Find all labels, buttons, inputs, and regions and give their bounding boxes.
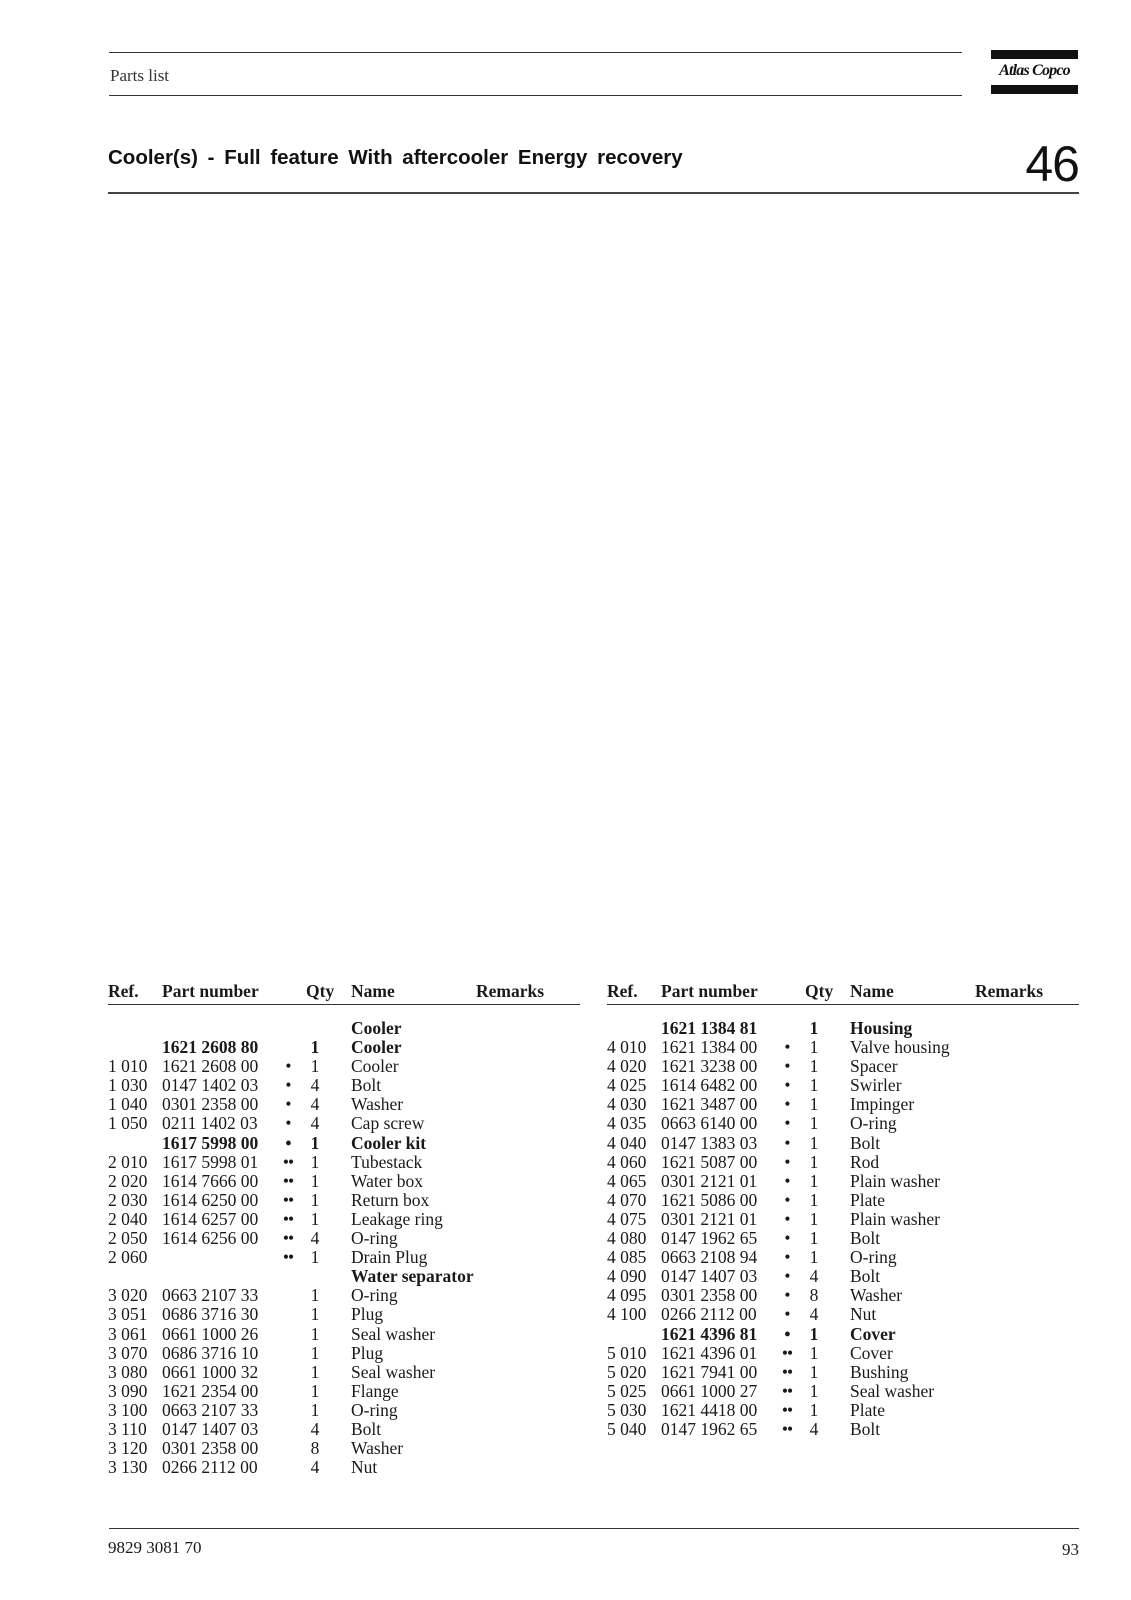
- row-part-number: 1621 3238 00: [661, 1056, 758, 1077]
- row-name: Bolt: [850, 1266, 881, 1287]
- table-row: [607, 1114, 1079, 1133]
- row-part-number: 1621 1384 81: [661, 1018, 758, 1038]
- row-ref: 4 100: [607, 1304, 647, 1325]
- row-qty: 1: [310, 1132, 320, 1153]
- row-qty: 1: [809, 1056, 819, 1077]
- row-name: Plate: [850, 1399, 885, 1420]
- row-ref: 3 051: [108, 1304, 148, 1325]
- row-name: Rod: [850, 1151, 880, 1172]
- table-row: [607, 1038, 1079, 1057]
- row-qty: 4: [809, 1418, 819, 1439]
- table-row: [108, 1267, 580, 1286]
- col-remarks-header: Remarks: [975, 981, 1044, 1001]
- row-ref: 4 040: [607, 1132, 647, 1153]
- table-row: [108, 1420, 580, 1439]
- row-name: Plain washer: [850, 1208, 940, 1229]
- row-part-number: 0266 2112 00: [162, 1457, 258, 1478]
- table-row: [607, 1153, 1079, 1172]
- row-name: Cap screw: [351, 1113, 425, 1134]
- row-qty: 4: [310, 1457, 320, 1478]
- row-qty: 1: [809, 1323, 819, 1344]
- table-row: [108, 1038, 580, 1057]
- row-name: Valve housing: [850, 1037, 950, 1058]
- table-row: [607, 1401, 1079, 1420]
- row-level-dots: ••: [282, 1189, 294, 1210]
- row-name: Bolt: [351, 1418, 382, 1439]
- parts-table-right: [607, 982, 1079, 1439]
- table-row: [108, 1019, 580, 1038]
- logo-bar-top: [991, 50, 1078, 59]
- row-qty: 1: [310, 1323, 320, 1344]
- row-level-dots: ••: [282, 1170, 294, 1191]
- row-name: O-ring: [351, 1399, 398, 1420]
- row-ref: 4 065: [607, 1170, 647, 1191]
- row-part-number: 1614 6482 00: [661, 1075, 758, 1096]
- row-name: Plug: [351, 1304, 384, 1325]
- row-name: Seal washer: [351, 1361, 436, 1382]
- row-part-number: 0663 2107 33: [162, 1399, 259, 1420]
- table-row: [108, 1057, 580, 1076]
- row-level-dots: •: [784, 1075, 790, 1096]
- row-name: Plain washer: [850, 1170, 940, 1191]
- row-qty: 1: [809, 1132, 819, 1153]
- row-name: Bushing: [850, 1361, 909, 1382]
- table-row: [607, 1191, 1079, 1210]
- row-ref: 1 030: [108, 1075, 148, 1096]
- row-ref: 4 020: [607, 1056, 647, 1077]
- row-qty: 1: [310, 1037, 320, 1058]
- table-row: [108, 1286, 580, 1305]
- col-qty-header: Qty: [306, 981, 335, 1001]
- row-qty: 1: [809, 1247, 819, 1268]
- col-qty-header: Qty: [805, 981, 834, 1001]
- row-level-dots: •: [784, 1266, 790, 1287]
- row-ref: 4 080: [607, 1228, 647, 1249]
- row-level-dots: •: [784, 1132, 790, 1153]
- row-ref: 3 100: [108, 1399, 148, 1420]
- row-name: Washer: [351, 1438, 404, 1459]
- row-name: Water separator: [351, 1266, 474, 1287]
- logo-bar-bottom: [991, 85, 1078, 94]
- brand-logo: [991, 50, 1078, 94]
- row-qty: 1: [809, 1094, 819, 1115]
- row-level-dots: ••: [781, 1399, 793, 1420]
- page-title: Cooler(s) - Full feature With aftercooler Energy recovery: [108, 146, 683, 169]
- row-qty: 1: [809, 1228, 819, 1249]
- row-name: O-ring: [351, 1228, 398, 1249]
- logo-wordmark: Atlas Copco: [999, 62, 1070, 79]
- col-part-header: Part number: [661, 981, 758, 1001]
- row-part-number: 0266 2112 00: [661, 1304, 757, 1325]
- title-rule: [108, 192, 1079, 194]
- row-qty: 1: [310, 1342, 320, 1363]
- row-name: Bolt: [850, 1228, 881, 1249]
- table-row: [108, 1095, 580, 1114]
- row-name: Cooler: [351, 1056, 399, 1077]
- row-ref: 3 120: [108, 1438, 148, 1459]
- row-level-dots: •: [784, 1304, 790, 1325]
- row-part-number: 0147 1407 03: [162, 1418, 259, 1439]
- table-row: [607, 1267, 1079, 1286]
- row-qty: 4: [310, 1228, 320, 1249]
- row-qty: 4: [310, 1418, 320, 1439]
- row-part-number: 1621 4396 01: [661, 1342, 758, 1363]
- row-qty: 1: [809, 1037, 819, 1058]
- row-level-dots: ••: [781, 1418, 793, 1439]
- row-name: Bolt: [850, 1132, 881, 1153]
- row-level-dots: •: [784, 1056, 790, 1077]
- col-name-header: Name: [351, 981, 395, 1001]
- row-part-number: 0661 1000 32: [162, 1361, 259, 1382]
- row-qty: 1: [310, 1361, 320, 1382]
- row-level-dots: •: [784, 1285, 790, 1306]
- table-row: [607, 1019, 1079, 1038]
- row-ref: 2 020: [108, 1170, 148, 1191]
- row-name: Bolt: [351, 1075, 382, 1096]
- row-name: Washer: [850, 1285, 903, 1306]
- table-row: [607, 1305, 1079, 1324]
- row-ref: 4 085: [607, 1247, 647, 1268]
- row-ref: 1 050: [108, 1113, 148, 1134]
- table-row: [607, 1057, 1079, 1076]
- row-ref: 3 080: [108, 1361, 148, 1382]
- row-part-number: 1621 1384 00: [661, 1037, 758, 1058]
- row-name: Cover: [850, 1323, 896, 1344]
- row-qty: 4: [809, 1266, 819, 1287]
- row-part-number: 0661 1000 26: [162, 1323, 259, 1344]
- row-ref: 4 075: [607, 1208, 647, 1229]
- row-level-dots: •: [784, 1228, 790, 1249]
- row-ref: 3 070: [108, 1342, 148, 1363]
- row-ref: 5 030: [607, 1399, 647, 1420]
- row-name: Washer: [351, 1094, 404, 1115]
- row-ref: 2 060: [108, 1247, 148, 1268]
- row-qty: 8: [310, 1438, 320, 1459]
- row-qty: 1: [310, 1151, 320, 1172]
- row-ref: 4 070: [607, 1189, 647, 1210]
- row-part-number: 0686 3716 10: [162, 1342, 259, 1363]
- row-ref: 2 010: [108, 1151, 148, 1172]
- table-row: [108, 1458, 580, 1477]
- row-qty: 1: [809, 1342, 819, 1363]
- row-qty: 1: [310, 1056, 320, 1077]
- row-qty: 1: [809, 1075, 819, 1096]
- row-level-dots: •: [285, 1094, 291, 1115]
- row-qty: 8: [809, 1285, 819, 1306]
- row-ref: 5 040: [607, 1418, 647, 1439]
- row-level-dots: ••: [781, 1342, 793, 1363]
- row-name: Impinger: [850, 1094, 915, 1115]
- row-qty: 1: [310, 1380, 320, 1401]
- row-level-dots: •: [285, 1075, 291, 1096]
- row-part-number: 1621 7941 00: [661, 1361, 758, 1382]
- row-ref: 4 095: [607, 1285, 647, 1306]
- document-number: 9829 3081 70: [108, 1538, 202, 1557]
- row-part-number: 1621 2608 00: [162, 1056, 259, 1077]
- row-level-dots: ••: [781, 1361, 793, 1382]
- row-part-number: 0301 2358 00: [162, 1438, 259, 1459]
- row-ref: 1 040: [108, 1094, 148, 1115]
- row-part-number: 1614 6250 00: [162, 1189, 259, 1210]
- row-name: Cooler: [351, 1018, 402, 1038]
- row-part-number: 1621 5086 00: [661, 1189, 758, 1210]
- table-row: [108, 1363, 580, 1382]
- row-name: Cooler: [351, 1037, 402, 1058]
- table-row: [108, 1172, 580, 1191]
- row-part-number: 0147 1962 65: [661, 1418, 758, 1439]
- table-row: [108, 1382, 580, 1401]
- table-row: [108, 1076, 580, 1095]
- row-part-number: 1621 4396 81: [661, 1323, 758, 1344]
- row-ref: 5 010: [607, 1342, 647, 1363]
- row-ref: 4 035: [607, 1113, 647, 1134]
- row-ref: 3 020: [108, 1285, 148, 1306]
- row-name: Plug: [351, 1342, 384, 1363]
- row-level-dots: •: [784, 1170, 790, 1191]
- row-level-dots: •: [285, 1113, 291, 1134]
- table-row: [607, 1229, 1079, 1248]
- row-part-number: 0686 3716 30: [162, 1304, 259, 1325]
- row-part-number: 0301 2358 00: [162, 1094, 259, 1115]
- table-body: [607, 1019, 1079, 1439]
- row-name: Flange: [351, 1380, 399, 1401]
- row-level-dots: •: [784, 1037, 790, 1058]
- table-row: [607, 1172, 1079, 1191]
- table-row: [108, 1344, 580, 1363]
- row-name: Drain Plug: [351, 1247, 428, 1268]
- parts-table-left: [108, 982, 580, 1477]
- row-part-number: 0211 1402 03: [162, 1113, 258, 1134]
- col-ref-header: Ref.: [607, 981, 638, 1001]
- row-level-dots: •: [285, 1056, 291, 1077]
- row-part-number: 1621 2354 00: [162, 1380, 259, 1401]
- row-level-dots: •: [285, 1132, 291, 1153]
- row-part-number: 1621 4418 00: [661, 1399, 758, 1420]
- row-level-dots: ••: [282, 1151, 294, 1172]
- row-qty: 1: [809, 1151, 819, 1172]
- row-part-number: 0301 2121 01: [661, 1170, 758, 1191]
- row-level-dots: •: [784, 1323, 790, 1344]
- row-name: Swirler: [850, 1075, 902, 1096]
- row-name: Tubestack: [351, 1151, 423, 1172]
- row-name: Nut: [351, 1457, 378, 1478]
- table-row: [108, 1248, 580, 1267]
- row-qty: 4: [310, 1075, 320, 1096]
- row-qty: 1: [310, 1170, 320, 1191]
- row-level-dots: •: [784, 1151, 790, 1172]
- row-level-dots: ••: [282, 1247, 294, 1268]
- row-qty: 1: [310, 1304, 320, 1325]
- table-row: [607, 1344, 1079, 1363]
- row-level-dots: •: [784, 1113, 790, 1134]
- page-number: 93: [1062, 1540, 1079, 1559]
- row-name: Water box: [351, 1170, 423, 1191]
- table-row: [108, 1325, 580, 1344]
- row-name: Cover: [850, 1342, 893, 1363]
- row-part-number: 1614 7666 00: [162, 1170, 259, 1191]
- row-ref: 1 010: [108, 1056, 148, 1077]
- table-row: [607, 1248, 1079, 1267]
- section-number: 46: [1025, 136, 1079, 192]
- row-part-number: 1617 5998 01: [162, 1151, 259, 1172]
- table-row: [607, 1076, 1079, 1095]
- row-level-dots: ••: [781, 1380, 793, 1401]
- row-qty: 1: [809, 1361, 819, 1382]
- table-row: [108, 1114, 580, 1133]
- row-qty: 1: [809, 1170, 819, 1191]
- table-row: [108, 1401, 580, 1420]
- row-qty: 1: [809, 1208, 819, 1229]
- row-level-dots: •: [784, 1247, 790, 1268]
- row-name: O-ring: [351, 1285, 398, 1306]
- row-level-dots: ••: [282, 1228, 294, 1249]
- row-part-number: 1621 2608 80: [162, 1037, 259, 1058]
- row-qty: 1: [809, 1113, 819, 1134]
- row-level-dots: •: [784, 1189, 790, 1210]
- row-ref: 4 010: [607, 1037, 647, 1058]
- row-ref: 5 020: [607, 1361, 647, 1382]
- row-part-number: 0147 1402 03: [162, 1075, 259, 1096]
- row-part-number: 1621 3487 00: [661, 1094, 758, 1115]
- table-body: [108, 1019, 580, 1477]
- row-qty: 4: [310, 1094, 320, 1115]
- footer-rule: [109, 1528, 1079, 1529]
- table-row: [108, 1153, 580, 1172]
- row-ref: 2 050: [108, 1228, 148, 1249]
- row-qty: 4: [310, 1113, 320, 1134]
- row-qty: 1: [809, 1189, 819, 1210]
- row-ref: 3 110: [108, 1418, 147, 1439]
- row-part-number: 0663 2108 94: [661, 1247, 758, 1268]
- row-name: Seal washer: [850, 1380, 935, 1401]
- col-name-header: Name: [850, 981, 894, 1001]
- row-ref: 2 030: [108, 1189, 148, 1210]
- row-part-number: 0147 1407 03: [661, 1266, 758, 1287]
- row-level-dots: ••: [282, 1208, 294, 1229]
- row-ref: 2 040: [108, 1208, 148, 1229]
- row-level-dots: •: [784, 1208, 790, 1229]
- row-level-dots: •: [784, 1094, 790, 1115]
- row-part-number: 1617 5998 00: [162, 1132, 259, 1153]
- row-qty: 1: [809, 1018, 819, 1038]
- col-ref-header: Ref.: [108, 981, 139, 1001]
- table-row: [607, 1210, 1079, 1229]
- table-row: [108, 1439, 580, 1458]
- row-ref: 4 025: [607, 1075, 647, 1096]
- table-row: [607, 1095, 1079, 1114]
- row-part-number: 0147 1383 03: [661, 1132, 758, 1153]
- col-part-header: Part number: [162, 981, 259, 1001]
- row-part-number: 0301 2358 00: [661, 1285, 758, 1306]
- table-row: [607, 1420, 1079, 1439]
- table-header: [607, 982, 1079, 1005]
- row-qty: 1: [310, 1247, 320, 1268]
- row-ref: 5 025: [607, 1380, 647, 1401]
- table-row: [607, 1134, 1079, 1153]
- row-name: O-ring: [850, 1247, 897, 1268]
- table-row: [108, 1191, 580, 1210]
- table-header: [108, 982, 580, 1005]
- row-ref: 4 030: [607, 1094, 647, 1115]
- row-qty: 1: [809, 1380, 819, 1401]
- row-qty: 1: [310, 1189, 320, 1210]
- table-row: [607, 1325, 1079, 1344]
- table-row: [607, 1286, 1079, 1305]
- row-name: Leakage ring: [351, 1208, 443, 1229]
- row-part-number: 0663 2107 33: [162, 1285, 259, 1306]
- row-name: Housing: [850, 1018, 913, 1038]
- table-row: [108, 1305, 580, 1324]
- row-qty: 1: [809, 1399, 819, 1420]
- row-name: Spacer: [850, 1056, 898, 1077]
- row-name: O-ring: [850, 1113, 897, 1134]
- header-rule-bottom: [109, 95, 962, 96]
- table-row: [108, 1229, 580, 1248]
- row-part-number: 1614 6256 00: [162, 1228, 259, 1249]
- row-part-number: 1621 5087 00: [661, 1151, 758, 1172]
- col-remarks-header: Remarks: [476, 981, 545, 1001]
- row-ref: 3 130: [108, 1457, 148, 1478]
- row-part-number: 0661 1000 27: [661, 1380, 758, 1401]
- row-name: Nut: [850, 1304, 877, 1325]
- row-part-number: 0301 2121 01: [661, 1208, 758, 1229]
- row-name: Plate: [850, 1189, 885, 1210]
- table-row: [108, 1134, 580, 1153]
- table-row: [607, 1363, 1079, 1382]
- row-ref: 3 090: [108, 1380, 148, 1401]
- row-qty: 1: [310, 1208, 320, 1229]
- row-ref: 3 061: [108, 1323, 148, 1344]
- header-label: Parts list: [110, 66, 170, 85]
- row-qty: 1: [310, 1285, 320, 1306]
- row-name: Return box: [351, 1189, 430, 1210]
- row-name: Cooler kit: [351, 1132, 427, 1153]
- row-name: Bolt: [850, 1418, 881, 1439]
- row-part-number: 0147 1962 65: [661, 1228, 758, 1249]
- row-part-number: 0663 6140 00: [661, 1113, 758, 1134]
- row-part-number: 1614 6257 00: [162, 1208, 259, 1229]
- table-row: [607, 1382, 1079, 1401]
- row-ref: 4 090: [607, 1266, 647, 1287]
- header-rule-top: [109, 52, 962, 53]
- row-name: Seal washer: [351, 1323, 436, 1344]
- row-qty: 1: [310, 1399, 320, 1420]
- table-row: [108, 1210, 580, 1229]
- row-ref: 4 060: [607, 1151, 647, 1172]
- row-qty: 4: [809, 1304, 819, 1325]
